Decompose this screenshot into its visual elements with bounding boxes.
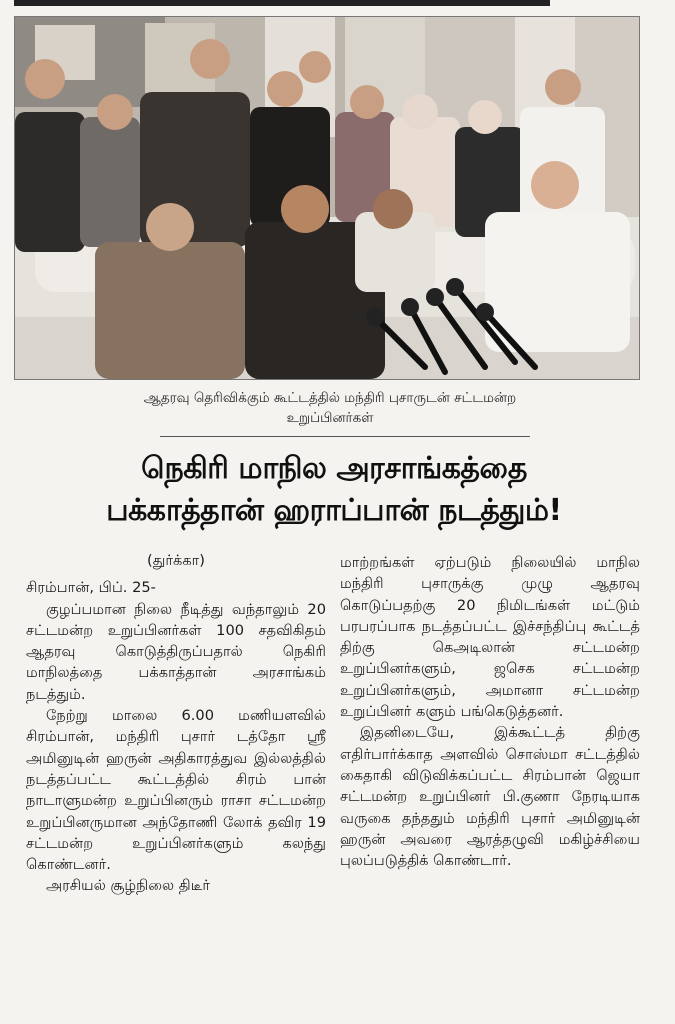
- news-photo: [14, 16, 640, 380]
- photo-caption: [30, 388, 630, 428]
- paragraph-1: குழப்பமான நிலை நீடித்து வந்தாலும் 20 சட்டமன்ற உறுப்பினர்கள் 100 சதவிகிதம் ஆதரவு கொடுத்திருப்பதால் நெகிரி மாநிலத்தை பக்காத்தான் அரசாங்கம் நடத்தும்.: [26, 600, 326, 703]
- dateline: சிரம்பான், பிப். 25-: [26, 579, 156, 597]
- top-rule: [14, 0, 550, 6]
- caption-line-2: உறுப்பினர்கள்: [286, 410, 374, 426]
- headline-line-2: பக்காத்தான் ஹராப்பான் நடத்தும்!: [106, 493, 562, 528]
- article-column-right: [340, 552, 640, 871]
- paragraph-3-continued: மாற்றங்கள் ஏற்படும் நிலையில் மாநில மந்திரி புசாருக்கு முழு ஆதரவு கொடுப்பதற்கு 20 நிமிடங்கள் மட்டும் பரபரப்பாக நடத்தப்பட்ட இச்சந்திப்பு கூட்டத் திற்கு கெஅடிலான் சட்டமன்ற உறுப்பினர்களும், ஜசெக சட்டமன்ற உறுப்பினர்களும், அமானா சட்டமன்ற உறுப்பினர் களும் பங்கெடுத்தனர்.: [340, 554, 640, 721]
- paragraph-4: இதனிடையே, இக்கூட்டத் திற்கு எதிர்பார்க்காத அளவில் சொஸ்மா சட்டத்தில் கைதாகி விடுவிக்கப்பட்ட சிரம்பான் ஜெயா சட்டமன்ற உறுப்பினர் பி.குணா நேரடியாக வருகை தந்ததும் மந்திரி புசார் அமினுடின் ஹருன் அவரை ஆரத்தழுவி மகிழ்ச்சியை புலப்படுத்திக் கொண்டார்.: [340, 724, 640, 870]
- paragraph-3-start: அரசியல் சூழ்நிலை திடீர்: [46, 877, 211, 895]
- group-photo-icon: [15, 17, 639, 379]
- article-column-left: [26, 550, 326, 897]
- paragraph-2: நேற்று மாலை 6.00 மணியளவில் சிரம்பான், மந்திரி புசார் டத்தோ ஸ்ரீ அமினுடின் ஹருன் அதிகாரத்துவ இல்லத்தில் நடத்தப்பட்ட கூட்டத்தில் சிரம் பான் நாடாளுமன்ற உறுப்பினரும் ராசா சட்டமன்ற உறுப்பினருமான அந்தோணி லோக் தவிர 19 சட்டமன்ற உறுப்பினர்களும் கலந்து கொண்டனர்.: [26, 707, 326, 874]
- byline: (துர்க்கா): [147, 552, 205, 569]
- headline-line-1: நெகிரி மாநில அரசாங்கத்தை: [141, 451, 527, 486]
- caption-line-1: ஆதரவு தெரிவிக்கும் கூட்டத்தில் மந்திரி புசாருடன் சட்டமன்ற: [143, 390, 517, 406]
- caption-divider: [160, 436, 530, 437]
- headline: [14, 448, 654, 532]
